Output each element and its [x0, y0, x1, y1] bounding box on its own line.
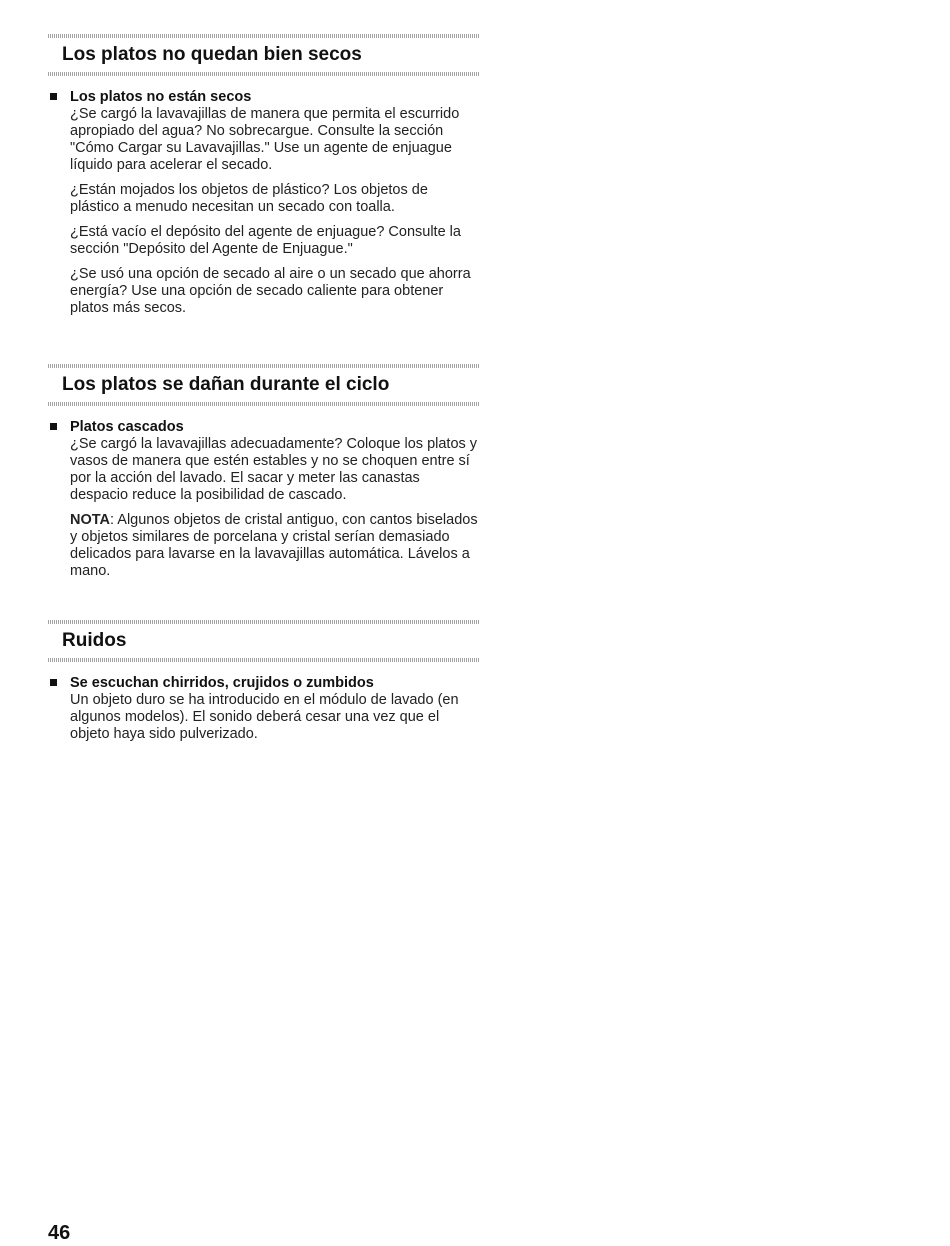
note-label: NOTA: [70, 512, 111, 528]
problem-item: [48, 674, 480, 743]
problem-title: Los platos no están secos: [70, 89, 252, 105]
problem-title: Se escuchan chirridos, crujidos o zumbidos: [70, 675, 374, 691]
paragraph: ¿Están mojados los objetos de plástico? Los objetos de plástico a menudo necesitan un secado con toalla.: [70, 182, 428, 215]
page-number: 46: [48, 1222, 71, 1244]
section-top-rule: [48, 620, 480, 624]
note-text: : Algunos objetos de cristal antiguo, con cantos biselados y objetos similares de porcelana y cristal serían demasiado delicados para lavarse en la lavavajillas automática. Lávelos a mano.: [70, 512, 478, 579]
paragraph: ¿Se usó una opción de secado al aire o un secado que ahorra energía? Use una opción de secado caliente para obtener platos más secos.: [70, 266, 471, 316]
square-bullet-icon: [50, 93, 57, 100]
section-title: Ruidos: [62, 630, 127, 651]
paragraph: ¿Está vacío el depósito del agente de enjuague? Consulte la sección "Depósito del Agente de Enjuague.": [70, 224, 461, 257]
section-title: Los platos se dañan durante el ciclo: [62, 374, 390, 395]
section-bottom-rule: [48, 402, 480, 406]
paragraph: ¿Se cargó la lavavajillas adecuadamente? Coloque los platos y vasos de manera que estén estables y no se choquen entre sí por la acción del lavado. El sacar y meter las canastas despacio reduce la posibilidad de cascado.: [70, 436, 478, 503]
problem-item: [48, 418, 480, 580]
section-top-rule: [48, 364, 480, 368]
section-bottom-rule: [48, 72, 480, 76]
section-top-rule: [48, 34, 480, 38]
paragraph: Un objeto duro se ha introducido en el módulo de lavado (en algunos modelos). El sonido deberá cesar una vez que el objeto haya sido pulverizado.: [70, 692, 459, 742]
section-bottom-rule: [48, 658, 480, 662]
square-bullet-icon: [50, 679, 57, 686]
section-dry-dishes: [48, 34, 480, 325]
section-damaged-dishes: [48, 364, 480, 588]
section-title: Los platos no quedan bien secos: [62, 44, 362, 65]
square-bullet-icon: [50, 423, 57, 430]
problem-item: [48, 88, 480, 317]
paragraph: ¿Se cargó la lavavajillas de manera que permita el escurrido apropiado del agua? No sobrecargue. Consulte la sección "Cómo Cargar su Lavavajillas." Use un agente de enjuague líquido para acelerar el secado.: [70, 106, 460, 173]
note-paragraph: [70, 512, 480, 580]
problem-title: Platos cascados: [70, 419, 184, 435]
section-noises: [48, 620, 480, 751]
